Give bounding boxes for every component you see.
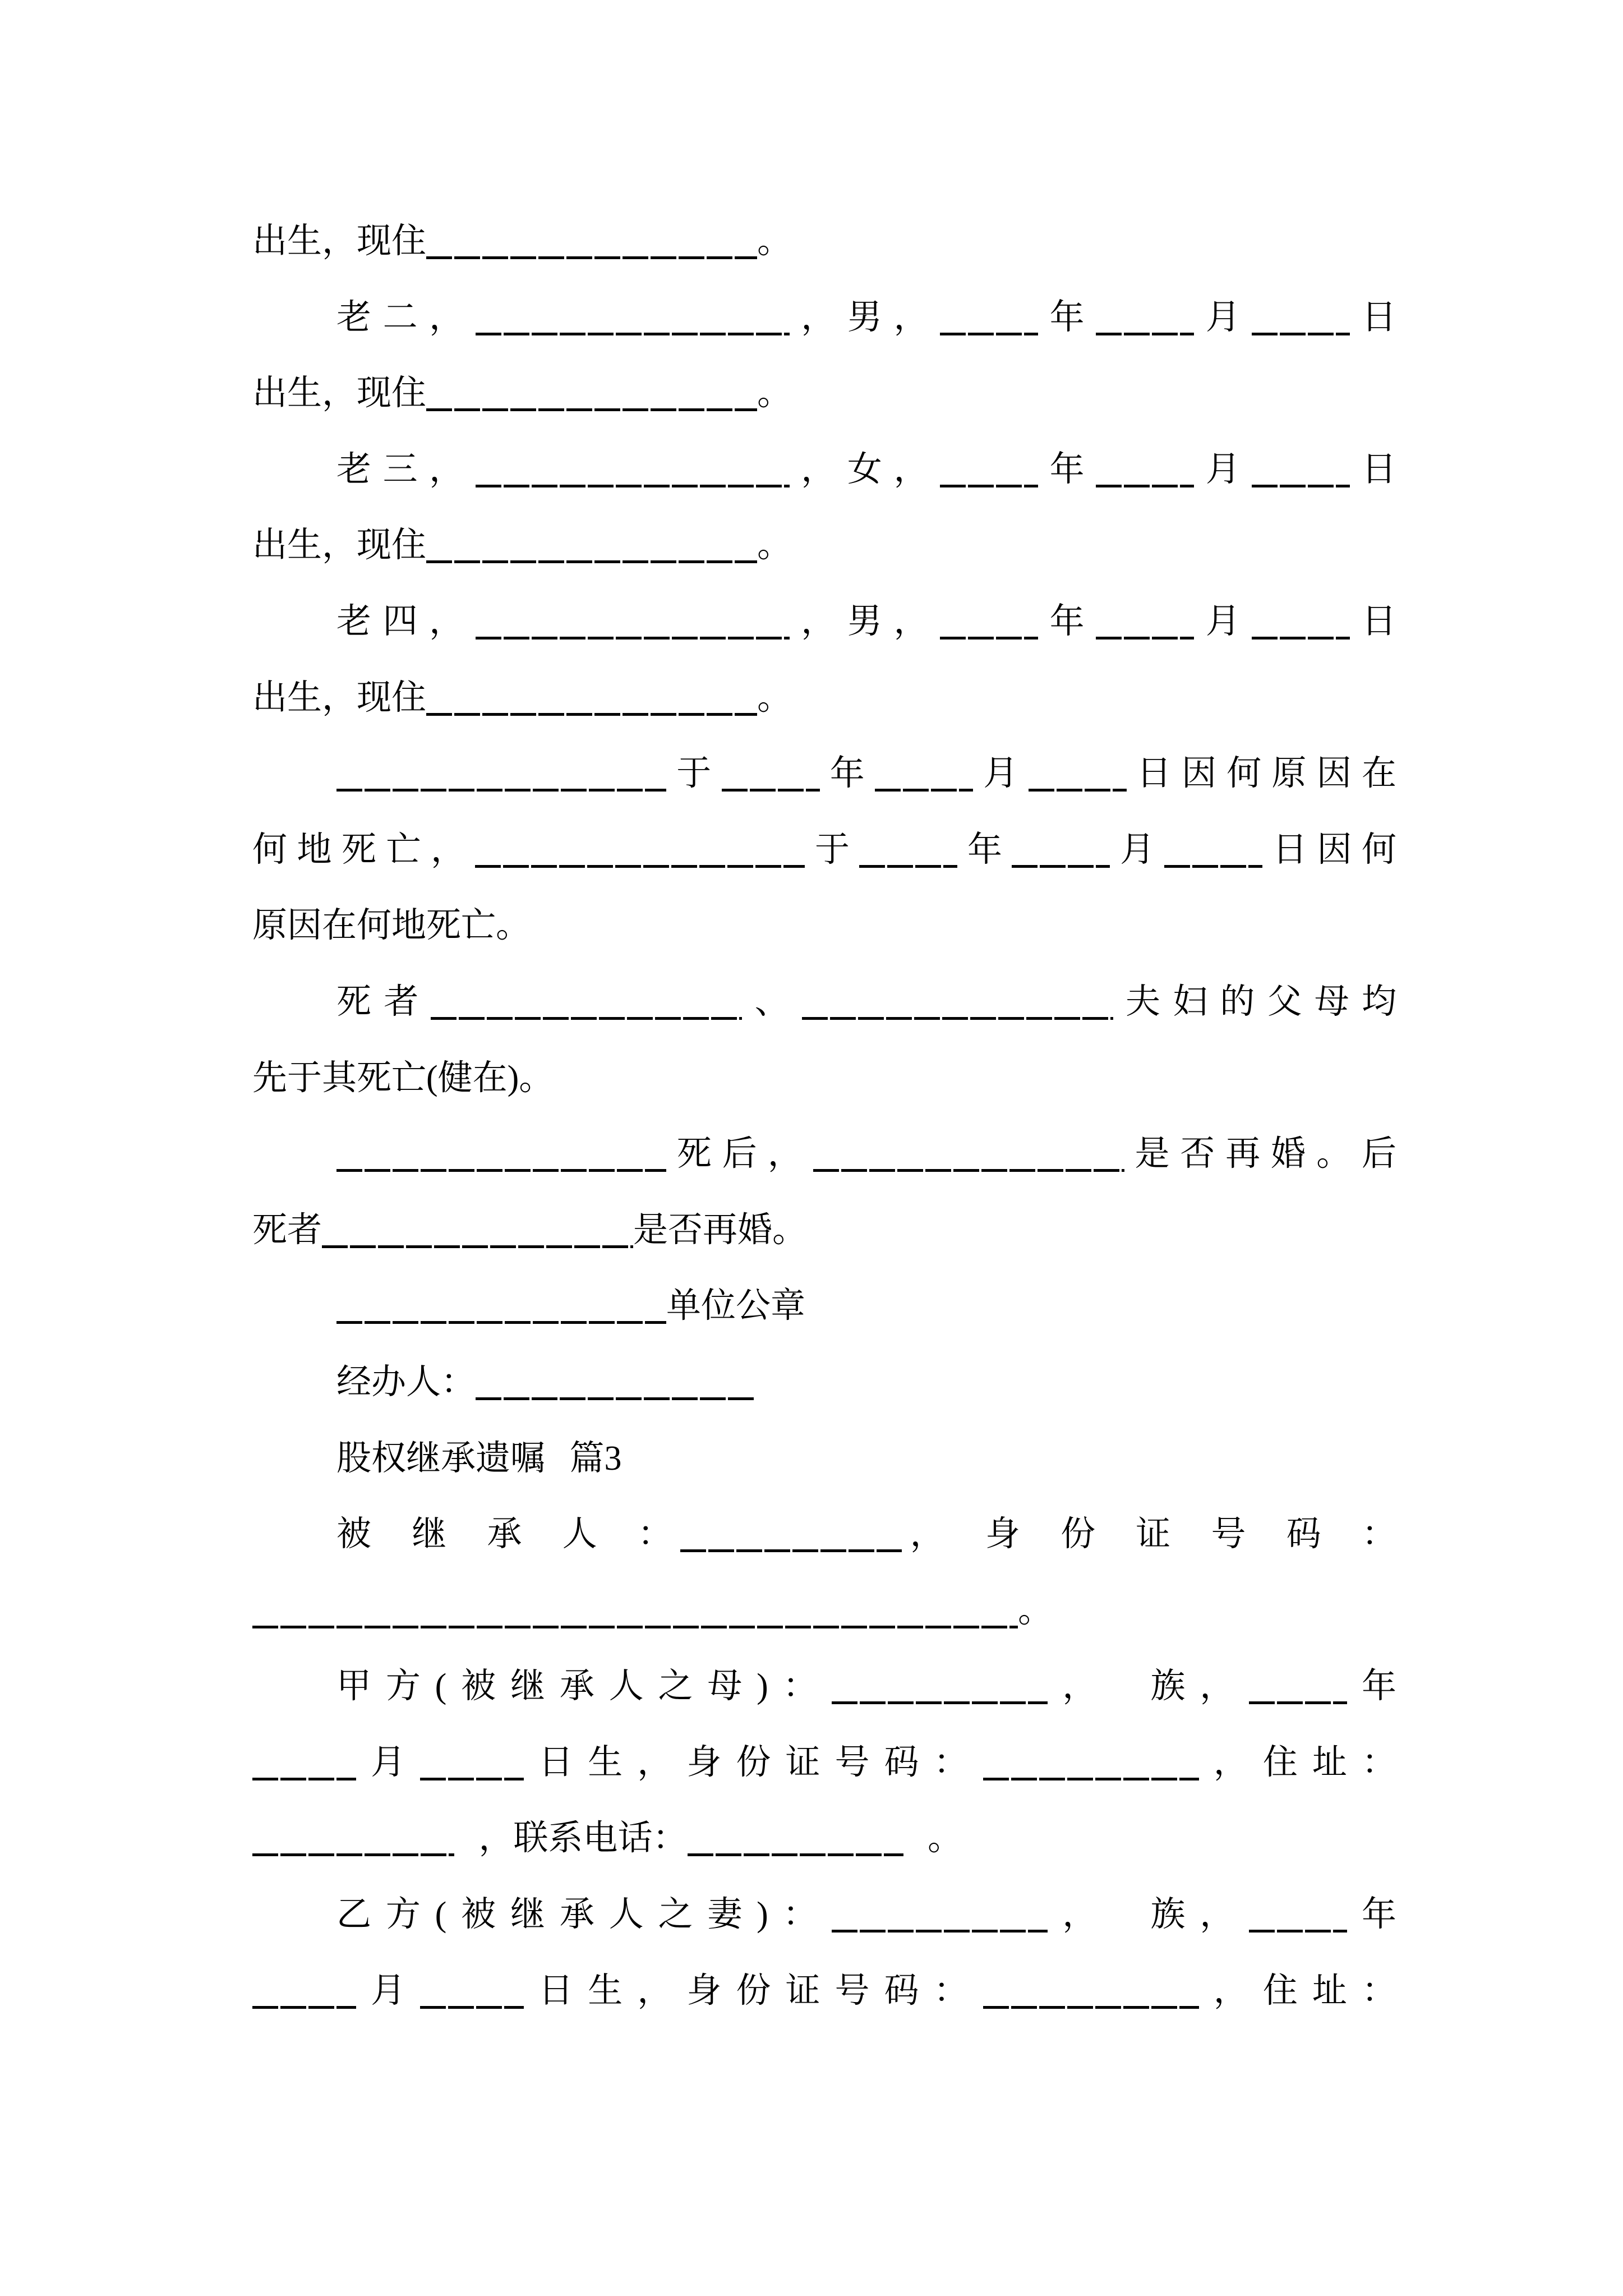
text-run: ， 族，: [1048, 1667, 1249, 1706]
blank-field: [475, 829, 805, 868]
text-run: 老四，: [336, 602, 476, 641]
doc-line-23: [252, 1877, 1396, 1953]
text-run: 日因何: [1262, 830, 1396, 869]
blank-field: [983, 1970, 1199, 2009]
blank-field: [1096, 600, 1194, 639]
doc-line-17: [252, 1421, 1396, 1497]
blank-field: [476, 296, 790, 335]
text-run: 原因在何地死亡。: [252, 907, 531, 945]
blank-field: [1249, 1893, 1347, 1932]
doc-line-5: [252, 508, 1396, 584]
blank-field: [1252, 600, 1350, 639]
blank-field: [983, 1741, 1199, 1780]
doc-line-1: [252, 204, 1396, 280]
blank-field: [859, 829, 957, 868]
doc-line-18: [252, 1497, 1396, 1573]
text-run: 月: [973, 754, 1029, 793]
text-run: 月: [356, 1743, 421, 1782]
text-run: 是否再婚。后: [1124, 1135, 1396, 1174]
doc-line-4: [252, 432, 1396, 508]
blank-field: [426, 220, 757, 259]
text-run: 于: [666, 754, 722, 793]
text-run: 年: [1038, 602, 1096, 641]
text-run: 单位公章: [666, 1287, 806, 1326]
text-run: ，女，: [789, 450, 940, 489]
blank-field: [252, 1817, 454, 1856]
text-run: 经办人：: [336, 1363, 476, 1401]
text-run: 何地死亡，: [252, 830, 476, 869]
blank-field: [252, 1741, 356, 1780]
text-run: 月: [1110, 830, 1165, 869]
text-run: 夫妇的父母均: [1113, 982, 1396, 1021]
text-run: 老二，: [336, 298, 476, 337]
text-run: 。: [757, 678, 792, 717]
blank-field: [813, 1133, 1124, 1172]
text-run: ，住址：: [1198, 1743, 1396, 1782]
text-run: 年: [1038, 450, 1096, 489]
blank-field: [875, 752, 973, 792]
blank-field: [940, 448, 1038, 487]
text-run: 先于其死亡(健在)。: [252, 1059, 554, 1097]
blank-field: [1096, 448, 1194, 487]
text-run: ， 族，: [1048, 1895, 1249, 1934]
text-run: 乙方(被继承人之妻)：: [336, 1895, 832, 1934]
blank-field: [426, 677, 757, 716]
blank-field: [420, 1741, 524, 1780]
text-run: 出生，现住: [252, 222, 427, 260]
blank-field: [1252, 448, 1350, 487]
text-run: ，联系电话：: [454, 1819, 688, 1858]
blank-field: [426, 372, 757, 411]
doc-line-9: [252, 812, 1396, 889]
text-run: 。: [757, 526, 792, 565]
doc-line-13: [252, 1116, 1396, 1193]
doc-line-15: [252, 1268, 1396, 1345]
text-run: 日: [1350, 450, 1396, 489]
blank-field: [420, 1970, 524, 2009]
text-run: 出生，现住: [252, 526, 427, 565]
text-run: 。: [1018, 1591, 1053, 1630]
blank-field: [1029, 752, 1127, 792]
text-run: 是否再婚。: [633, 1211, 808, 1249]
doc-line-11: [252, 964, 1396, 1041]
doc-line-22: [252, 1801, 1396, 1877]
blank-field: [832, 1893, 1048, 1932]
text-run: 日生，身份证号码：: [524, 1971, 983, 2010]
blank-field: [688, 1817, 903, 1856]
text-run: 年: [957, 830, 1012, 869]
blank-field: [1164, 829, 1262, 868]
text-run: 死后，: [666, 1135, 813, 1174]
text-run: 于: [805, 830, 860, 869]
text-run: 日: [1350, 602, 1396, 641]
text-run: 。: [903, 1819, 963, 1858]
blank-field: [336, 1133, 666, 1172]
doc-line-7: [252, 660, 1396, 737]
blank-field: [940, 600, 1038, 639]
text-run: 出生，现住: [252, 678, 427, 717]
text-run: 死者: [336, 982, 431, 1021]
text-run: ，住址：: [1198, 1971, 1396, 2010]
doc-line-21: [252, 1725, 1396, 1801]
text-run: 死者: [252, 1211, 322, 1249]
blank-field: [1012, 829, 1110, 868]
text-run: 日因何原因在: [1126, 754, 1396, 793]
doc-line-24: [252, 1953, 1396, 2030]
text-run: 被 继 承 人 ：: [336, 1515, 681, 1554]
text-run: 年: [1347, 1667, 1396, 1706]
blank-field: [431, 981, 742, 1020]
blank-field: [476, 600, 790, 639]
blank-field: [1249, 1665, 1347, 1704]
blank-field: [476, 1361, 756, 1400]
blank-field: [322, 1209, 633, 1248]
doc-line-3: [252, 356, 1396, 432]
text-run: ， 身 份 证 号 码 ：: [902, 1515, 1396, 1554]
text-run: 。: [757, 222, 792, 260]
text-run: 月: [1194, 298, 1252, 337]
text-run: 月: [1194, 602, 1252, 641]
text-run: 老三，: [336, 450, 476, 489]
blank-field: [252, 1589, 1018, 1628]
blank-field: [336, 752, 666, 792]
text-run: 股权继承遗嘱 篇3: [336, 1439, 622, 1478]
blank-field: [802, 981, 1113, 1020]
text-run: 出生，现住: [252, 374, 427, 413]
blank-field: [940, 296, 1038, 335]
blank-field: [252, 1970, 356, 2009]
text-run: 。: [757, 374, 792, 413]
blank-field: [1252, 296, 1350, 335]
text-run: 年: [1347, 1895, 1396, 1934]
blank-field: [476, 448, 790, 487]
doc-line-14: [252, 1193, 1396, 1269]
blank-field: [426, 524, 757, 563]
doc-line-12: [252, 1041, 1396, 1117]
text-run: 甲方(被继承人之母)：: [336, 1667, 832, 1706]
blank-field: [336, 1285, 666, 1324]
doc-line-8: [252, 736, 1396, 812]
text-run: 月: [1194, 450, 1252, 489]
text-run: ，男，: [789, 298, 940, 337]
blank-field: [832, 1665, 1048, 1704]
doc-line-19: [252, 1573, 1396, 1649]
doc-line-20: [252, 1649, 1396, 1725]
doc-line-10: [252, 888, 1396, 964]
doc-line-2: [252, 280, 1396, 356]
blank-field: [1096, 296, 1194, 335]
document-body: [252, 204, 1396, 2029]
doc-line-16: [252, 1345, 1396, 1421]
text-run: 、: [742, 982, 802, 1021]
text-run: ，男，: [789, 602, 940, 641]
text-run: 月: [356, 1971, 421, 2010]
text-run: 日: [1350, 298, 1396, 337]
text-run: 年: [1038, 298, 1096, 337]
text-run: 日生，身份证号码：: [524, 1743, 983, 1782]
blank-field: [722, 752, 820, 792]
text-run: 年: [819, 754, 875, 793]
blank-field: [680, 1513, 902, 1552]
doc-line-6: [252, 584, 1396, 660]
